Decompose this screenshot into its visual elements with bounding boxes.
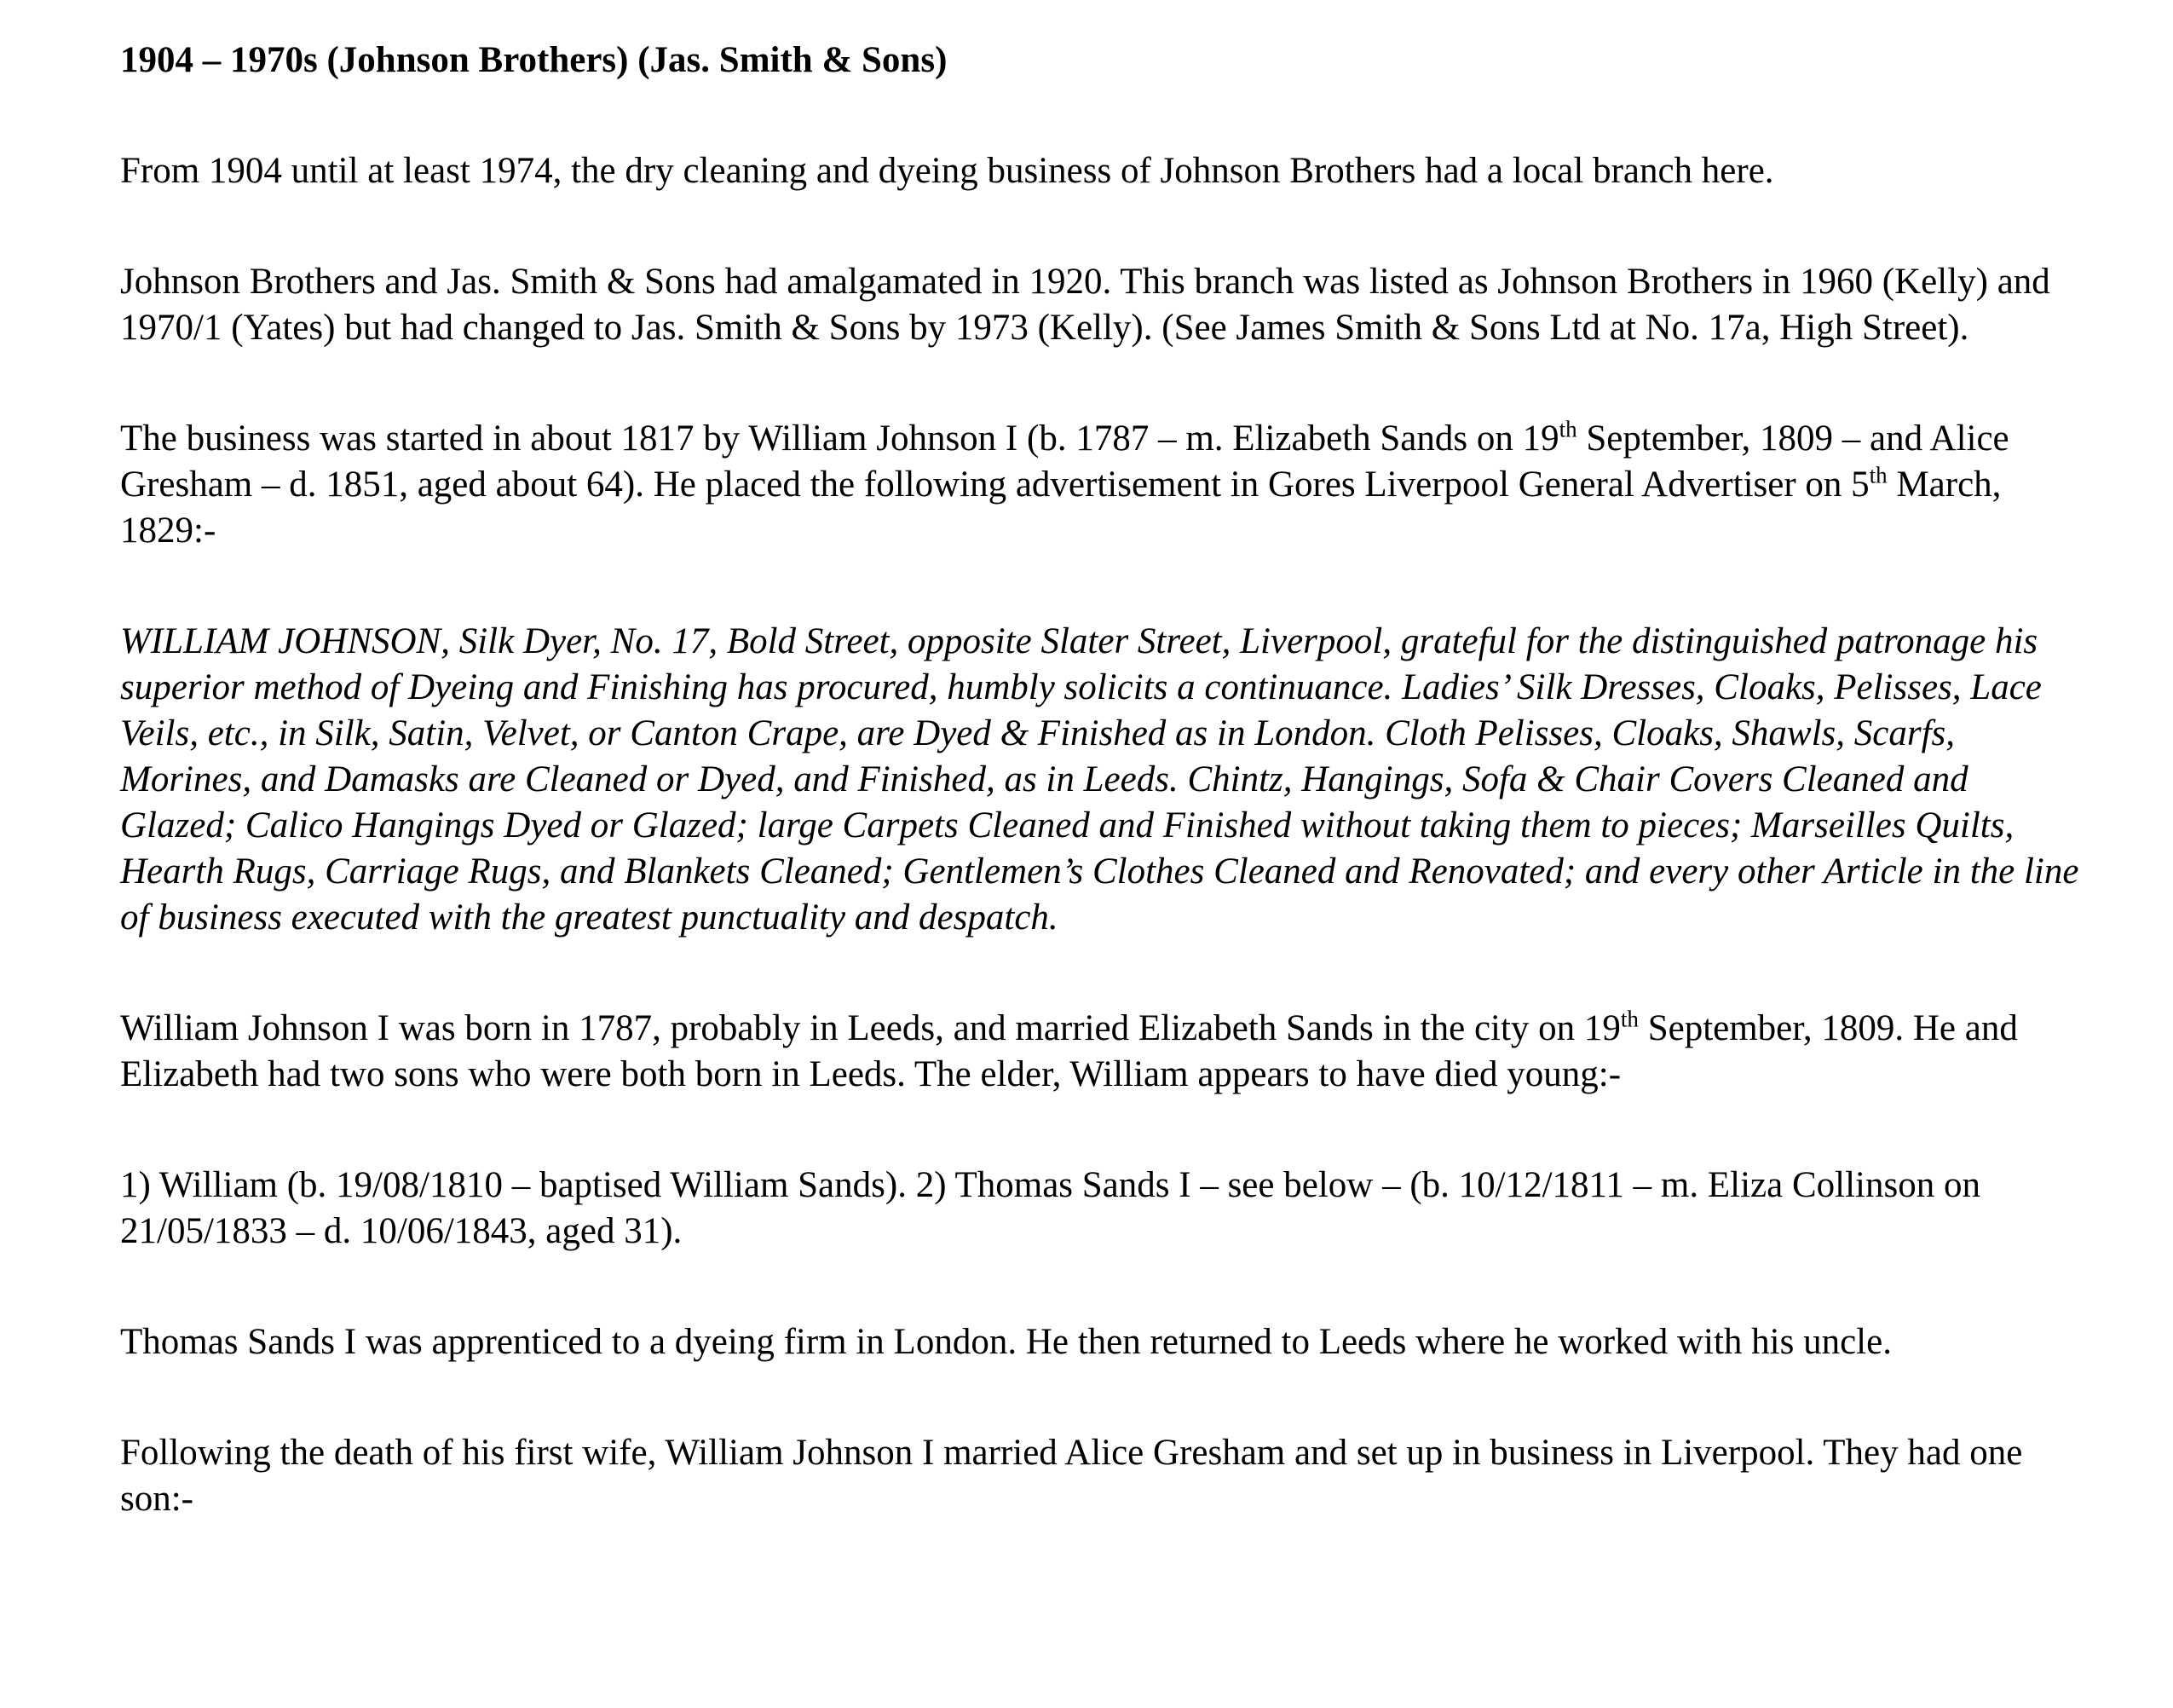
section-heading: 1904 – 1970s (Johnson Brothers) (Jas. Smith & Sons) (120, 40, 948, 80)
text-segment: March, 1829:- (120, 465, 2002, 551)
text-segment: September, 1809. He and Elizabeth had two sons who were both born in Leeds. The elder, William appears to have died young:- (120, 1008, 2018, 1094)
paragraph-branch-intro: From 1904 until at least 1974, the dry cleaning and dyeing business of Johnson Brothers had a local branch here. (120, 151, 1774, 191)
text-segment: September, 1809 – and Alice Gresham – d. 1851, aged about 64). He placed the following advertisement in Gores Liverpool General Advertiser on 5 (120, 418, 2009, 505)
text-segment: William Johnson I was born in 1787, probably in Leeds, and married Elizabeth Sands in the city on 19 (120, 1008, 1621, 1048)
document-page (120, 38, 2080, 1587)
paragraph-william-johnson-birth (120, 1006, 2080, 1098)
paragraph-business-origin (120, 416, 2080, 554)
paragraph-amalgamation: Johnson Brothers and Jas. Smith & Sons had amalgamated in 1920. This branch was listed as Johnson Brothers in 1960 (Kelly) and 1970/1 (Yates) but had changed to Jas. Smith & Sons by 1973 (Kelly). (See James Smith & Sons Ltd at No. 17a, High Street). (120, 262, 2050, 348)
text-segment: The business was started in about 1817 by William Johnson I (b. 1787 – m. Elizabeth Sands on 19 (120, 418, 1559, 459)
ordinal-suffix: th (1869, 462, 1888, 488)
paragraph-second-marriage: Following the death of his first wife, William Johnson I married Alice Gresham and set up in business in Liverpool. They had one son:- (120, 1433, 2023, 1519)
advertisement-quote: WILLIAM JOHNSON, Silk Dyer, No. 17, Bold Street, opposite Slater Street, Liverpool, grateful for the distinguished patronage his superior method of Dyeing and Finishing has procured, humbly solicits a continuance. Ladies’ Silk Dresses, Cloaks, Pelisses, Lace Veils, etc., in Silk, Satin, Velvet, or Canton Crape, are Dyed & Finished as in London. Cloth Pelisses, Cloaks, Shawls, Scarfs, Morines, and Damasks are Cleaned or Dyed, and Finished, as in Leeds. Chintz, Hangings, Sofa & Chair Covers Cleaned and Glazed; Calico Hangings Dyed or Glazed; large Carpets Cleaned and Finished without taking them to pieces; Marseilles Quilts, Hearth Rugs, Carriage Rugs, and Blankets Cleaned; Gentlemen’s Clothes Cleaned and Renovated; and every other Article in the line of business executed with the greatest punctuality and despatch. (120, 621, 2079, 938)
ordinal-suffix: th (1620, 1006, 1639, 1032)
paragraph-thomas-sands: Thomas Sands I was apprenticed to a dyeing firm in London. He then returned to Leeds where he worked with his uncle. (120, 1322, 1892, 1362)
ordinal-suffix: th (1559, 416, 1577, 442)
paragraph-sons-list: 1) William (b. 19/08/1810 – baptised William Sands). 2) Thomas Sands I – see below – (b. 10/12/1811 – m. Eliza Collinson on 21/05/1833 – d. 10/06/1843, aged 31). (120, 1165, 1980, 1251)
